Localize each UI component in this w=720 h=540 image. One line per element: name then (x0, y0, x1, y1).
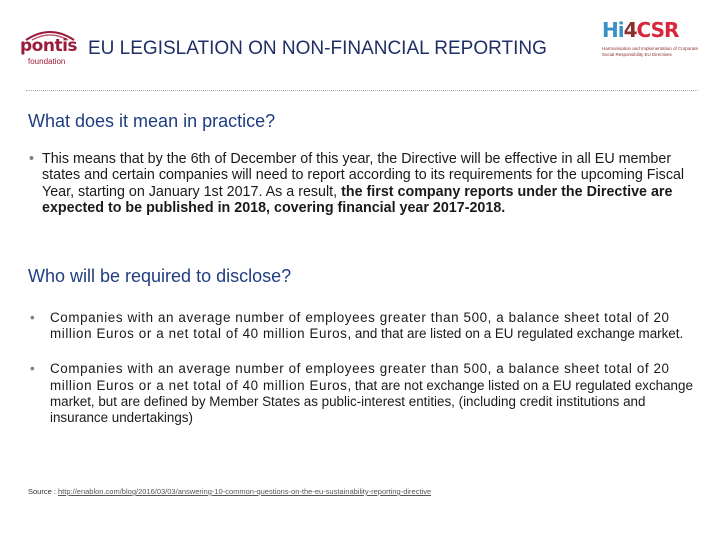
hi4csr-logo-four: 4 (623, 18, 637, 42)
section-heading-practice: What does it mean in practice? (28, 111, 276, 131)
page-title: EU LEGISLATION ON NON-FINANCIAL REPORTING (88, 38, 547, 59)
slide-header (0, 0, 720, 100)
section-heading-disclose: Who will be required to disclose? (28, 266, 292, 286)
hi4csr-logo (598, 18, 710, 68)
header-divider (26, 90, 698, 91)
section-disclose-body (28, 310, 698, 426)
source-label: Source : (28, 487, 59, 496)
hi4csr-logo-tagline: Harmonisation and Implementation of Corporate Social Responsibility EU Directives (602, 46, 699, 57)
bullet-criteria-text: Companies with an average number of employees greater than 500, a balance sheet total of 20 million Euros or a net total of 40 million Euros (50, 361, 670, 393)
hi4csr-logo-word (602, 18, 678, 42)
bullet-text: , that are not exchange listed on a EU regulated exchange market, but are defined by Member States as public-interest entities, (including credit institutions and insurance undertakings) (50, 377, 693, 426)
hi4csr-logo-csr: CSR (636, 18, 679, 42)
bullet-criteria-text: Companies with an average number of employees greater than 500, a balance sheet total of 20 million Euros or a net total of 40 million Euros (50, 310, 670, 342)
bullet-bold-text: the first company reports under the Directive are expected to be published in 2018, covering financial year 2017-2018. (42, 183, 673, 216)
bullet-icon: • (30, 310, 35, 325)
list-item (28, 310, 698, 342)
pontis-logo-word: pontis (20, 36, 78, 56)
list-item (28, 151, 698, 216)
pontis-logo-sub: foundation (28, 57, 66, 66)
source-link[interactable]: http://enablon.com/blog/2016/03/03/answering-10-common-questions-on-the-eu-sustainability-reporting-directive (58, 487, 432, 496)
bullet-icon: • (30, 361, 35, 377)
bullet-text: This means that by the 6th of December of this year, the Directive will be effective in all EU member states and certain companies will need to report according to its requirements for the upcoming Fiscal Year, starting on January 1st 2017. As a result, (42, 151, 685, 200)
hi4csr-logo-hi: Hi (602, 18, 624, 42)
pontis-foundation-logo (18, 34, 88, 74)
list-item (28, 361, 698, 426)
bullet-text: , and that are listed on a EU regulated exchange market. (347, 326, 684, 342)
bullet-icon: • (29, 151, 35, 167)
section-practice-body (28, 151, 698, 216)
source-citation (28, 487, 431, 496)
